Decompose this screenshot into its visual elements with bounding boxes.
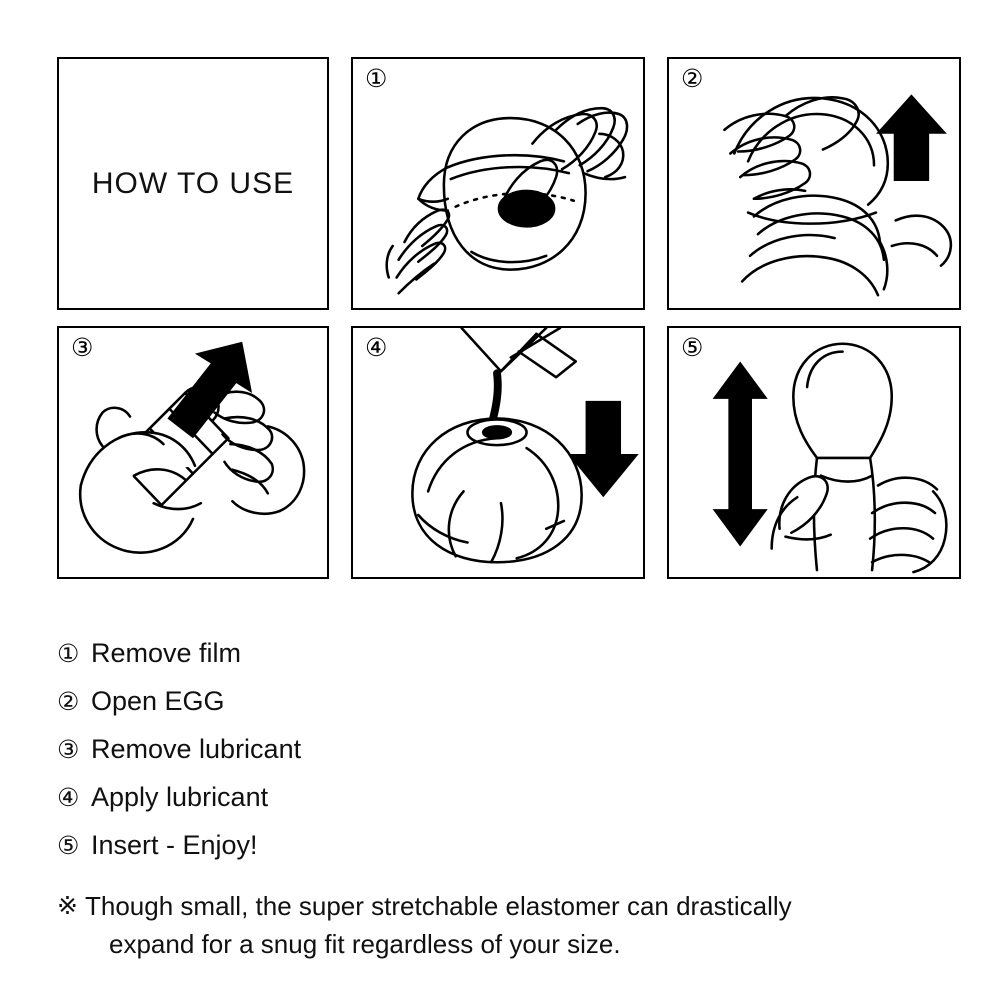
insert-enjoy-illustration (669, 328, 959, 577)
step-3-number: ③ (71, 334, 94, 362)
step-mark: ④ (57, 784, 80, 812)
footnote (57, 887, 947, 963)
open-egg-illustration (669, 59, 959, 308)
list-item (57, 630, 947, 678)
step-caption-list (57, 630, 947, 963)
footnote-line-2: expand for a snug fit regardless of your size. (109, 929, 621, 959)
step-mark: ⑤ (57, 832, 80, 860)
remove-film-illustration (353, 59, 643, 308)
panel-step-3 (57, 326, 329, 579)
list-item (57, 822, 947, 870)
panel-step-4 (351, 326, 645, 579)
step-label: Remove lubricant (91, 734, 302, 764)
panel-how-to-use (57, 57, 329, 310)
panel-step-5 (667, 326, 961, 579)
list-item (57, 678, 947, 726)
step-4-number: ④ (365, 334, 388, 362)
list-item (57, 726, 947, 774)
footnote-body (85, 887, 792, 963)
step-label: Insert - Enjoy! (91, 830, 258, 860)
step-label: Apply lubricant (91, 782, 269, 812)
apply-lubricant-illustration (353, 328, 643, 577)
step-1-number: ① (365, 65, 388, 93)
step-2-number: ② (681, 65, 704, 93)
panel-grid (57, 57, 944, 579)
step-5-number: ⑤ (681, 334, 704, 362)
step-label: Open EGG (91, 686, 225, 716)
step-mark: ① (57, 640, 80, 668)
step-label: Remove film (91, 638, 242, 668)
step-mark: ③ (57, 736, 80, 764)
panel-step-1 (351, 57, 645, 310)
remove-lubricant-illustration (59, 328, 327, 577)
list-item (57, 774, 947, 822)
step-mark: ② (57, 688, 80, 716)
footnote-line-1: Though small, the super stretchable elastomer can drastically (85, 891, 792, 921)
up-down-arrow-icon (713, 361, 768, 546)
panel-step-2 (667, 57, 961, 310)
how-to-use-title: HOW TO USE (91, 166, 295, 200)
footnote-mark: ※ (57, 892, 78, 920)
